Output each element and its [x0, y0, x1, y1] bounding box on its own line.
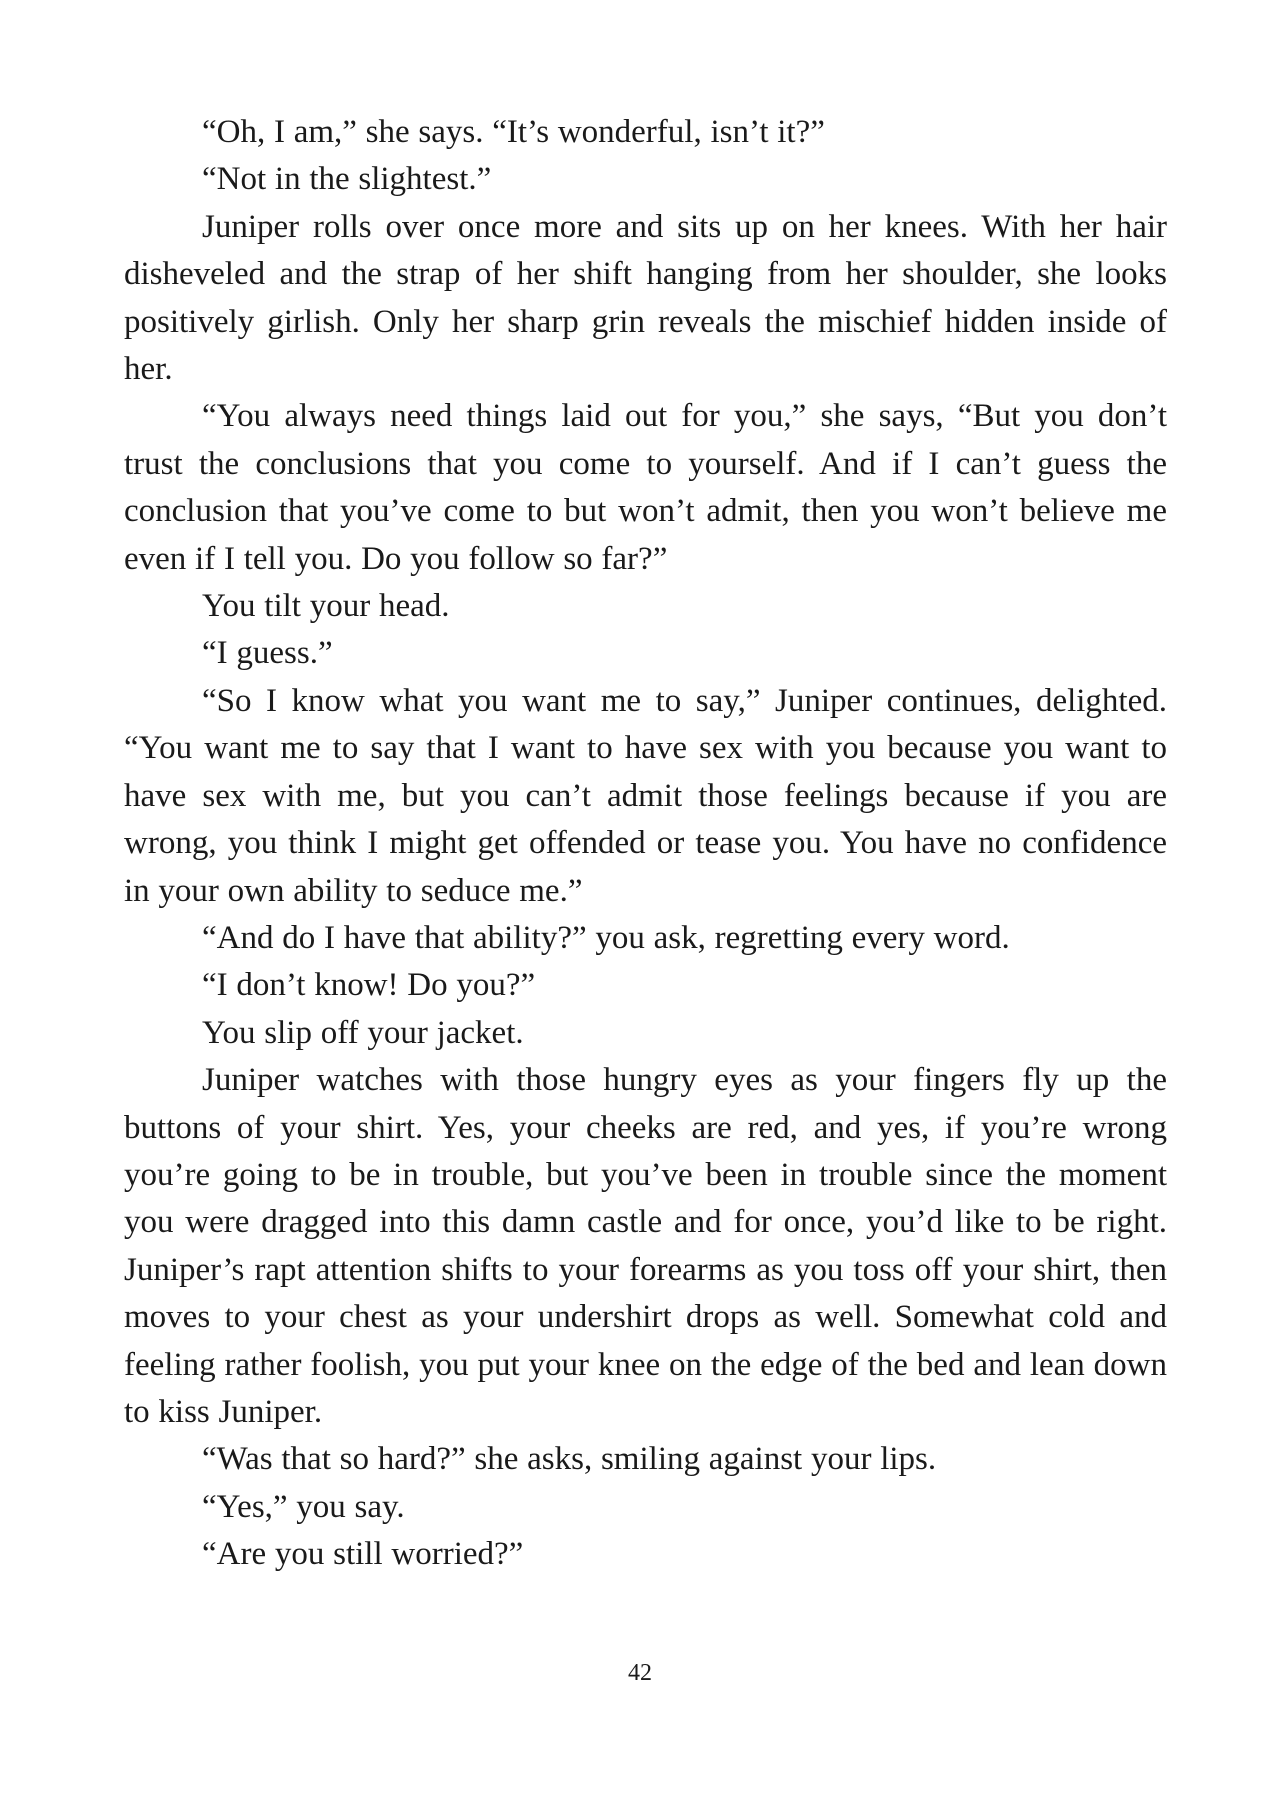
- paragraph: Juniper rolls over once more and sits up on her knees. With her hair disheveled and the strap of her shift hanging from her shoulder, she looks positively girlish. Only her sharp grin reveals the mischief hidden inside of her.: [124, 208, 1167, 388]
- paragraph: Juniper watches with those hungry eyes as your fingers fly up the buttons of your shirt. Yes, your cheeks are red, and yes, if you’re wrong you’re going to be in trouble, but you’ve been in trouble since the moment you were dragged into this damn castle and for once, you’d like to be right. Juniper’s rapt attention shifts to your forearms as you toss off your shirt, then moves to your chest as your undershirt drops as well. Somewhat cold and feeling rather foolish, you put your knee on the edge of the bed and lean down to kiss Juniper.: [124, 1062, 1167, 1430]
- paragraph: “Yes,” you say.: [202, 1488, 405, 1525]
- paragraph: “I don’t know! Do you?”: [202, 967, 536, 1004]
- paragraph: “So I know what you want me to say,” Juniper continues, delighted. “You want me to say that I want to have sex with you because you want to have sex with me, but you can’t admit those feelings because if you are wrong, you think I might get offended or tease you. You have no confidence in your own ability to seduce me.”: [124, 682, 1167, 909]
- paragraph: You slip off your jacket.: [202, 1014, 524, 1051]
- paragraph: “Are you still worried?”: [202, 1536, 524, 1573]
- paragraph: You tilt your head.: [202, 588, 450, 625]
- paragraph: “I guess.”: [202, 635, 333, 672]
- body-text: [124, 109, 1167, 1579]
- paragraph: “You always need things laid out for you,” she says, “But you don’t trust the conclusions that you come to yourself. And if I can’t guess the conclusion that you’ve come to but won’t admit, then you won’t believe me even if I tell you. Do you follow so far?”: [124, 398, 1167, 577]
- page-number: 42: [628, 1660, 652, 1686]
- paragraph: “Not in the slightest.”: [202, 161, 492, 198]
- paragraph: “Was that so hard?” she asks, smiling against your lips.: [202, 1441, 937, 1478]
- paragraph: “And do I have that ability?” you ask, regretting every word.: [202, 919, 1010, 956]
- paragraph: “Oh, I am,” she says. “It’s wonderful, isn’t it?”: [202, 114, 825, 150]
